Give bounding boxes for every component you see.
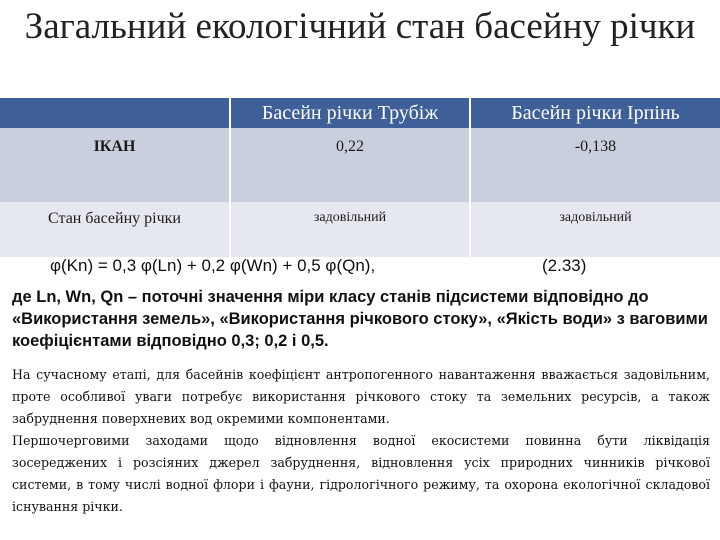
cell-ikan-irpin: -0,138 [470,128,720,202]
table-header-irpin: Басейн річки Ірпінь [470,98,720,128]
table-row [0,128,720,202]
formula-explanation: де Ln, Wn, Qn – поточні значення міри класу станів підсистеми відповідно до «Використання земель», «Використання річкового стоку», «Якість води» з ваговими коефіцієнтами відповідно 0,3; 0,2 і 0,5. [12,288,708,350]
row-label-state: Стан басейну річки [0,202,230,257]
row-label-ikan: ІКАН [0,128,230,202]
table-row [0,202,720,257]
paragraph: Першочерговими заходами щодо відновлення водної екосистеми повинна бути ліквідація зосереджених і розсіяних джерел забруднення, відновлення усіх природних чинників річкової системи, в тому числі водної флори і фауни, гідрологічного режиму, та охорона екологічної складової існування річки. [12,433,710,514]
body-text [12,364,710,518]
formula: φ(Kn) = 0,3 φ(Ln) + 0,2 φ(Wn) + 0,5 φ(Qn), [50,256,376,275]
cell-ikan-trubizh: 0,22 [230,128,470,202]
formula-number: (2.33) [542,256,587,275]
comparison-table [0,98,720,257]
paragraph: На сучасному етапі, для басейнів коефіцієнт антропогенного навантаження вважається задовільним, проте особливої уваги потребує використання річкового стоку та земельних ресурсів, а також забруднення поверхневих вод окремими компонентами. [12,367,710,426]
table-header-empty [0,98,230,128]
page-title: Загальний екологічний стан басейну річки [24,6,696,47]
table-header-trubizh: Басейн річки Трубіж [230,98,470,128]
cell-state-irpin: задовільний [470,202,720,257]
cell-state-trubizh: задовільний [230,202,470,257]
table-header-row [0,98,720,128]
